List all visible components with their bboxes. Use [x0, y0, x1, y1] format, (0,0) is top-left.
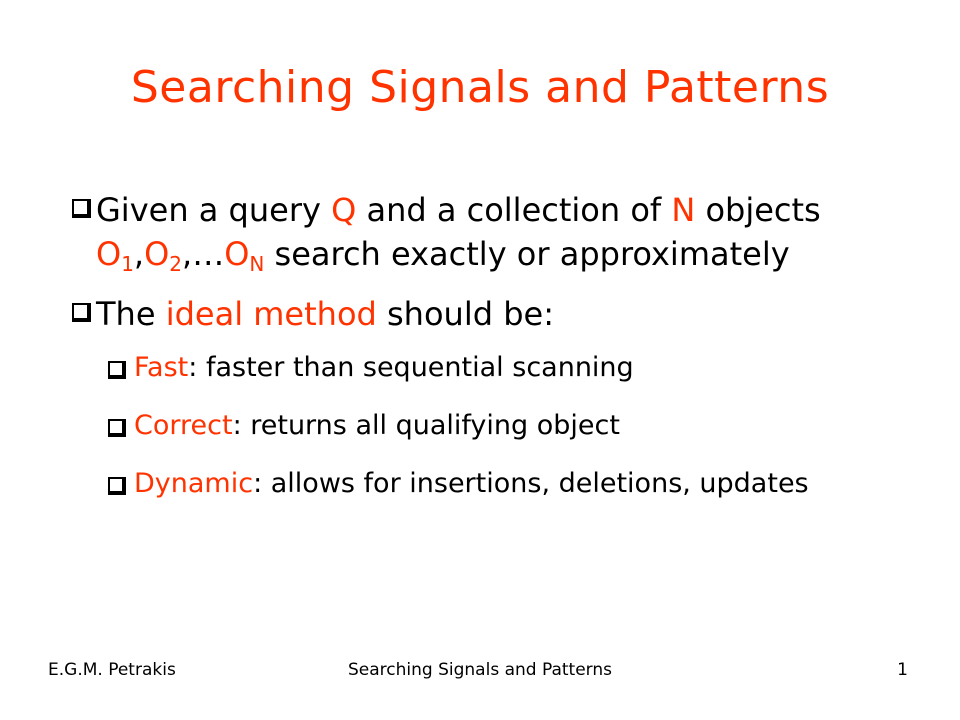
- sub-bullet-list: [108, 350, 912, 502]
- comma: ,: [133, 235, 145, 273]
- checkbox-bullet-icon: [108, 477, 126, 495]
- description: : faster than sequential scanning: [188, 352, 634, 383]
- object-symbol-n: O: [224, 235, 250, 273]
- checkbox-bullet-icon: [72, 303, 91, 322]
- bullet-query: [72, 188, 912, 276]
- term: Dynamic: [134, 468, 254, 499]
- text: objects: [695, 191, 821, 229]
- bullet-ideal-method: [72, 292, 912, 336]
- sub-bullet-dynamic: [108, 466, 912, 502]
- query-symbol: Q: [331, 191, 357, 229]
- checkbox-bullet-icon: [72, 199, 91, 218]
- ideal-method-highlight: ideal method: [165, 295, 377, 333]
- page-number: 1: [897, 660, 908, 680]
- footer-author: E.G.M. Petrakis: [48, 660, 176, 680]
- description: : returns all qualifying object: [232, 410, 620, 441]
- checkbox-bullet-icon: [108, 361, 126, 379]
- text: should be:: [376, 295, 554, 333]
- n-symbol: N: [671, 191, 696, 229]
- checkbox-bullet-icon: [108, 419, 126, 437]
- footer-title: Searching Signals and Patterns: [348, 660, 612, 680]
- text: search exactly or approximately: [264, 235, 790, 273]
- text: Given a query: [96, 191, 332, 229]
- description: : allows for insertions, deletions, updates: [253, 468, 809, 499]
- subscript-1: 1: [121, 252, 134, 276]
- ellipsis: ,…: [182, 235, 225, 273]
- object-symbol-2: O: [144, 235, 170, 273]
- sub-bullet-correct: [108, 408, 912, 444]
- sub-bullet-fast: [108, 350, 912, 386]
- term: Fast: [134, 352, 189, 383]
- subscript-n: N: [249, 252, 265, 276]
- text: The: [96, 295, 166, 333]
- term: Correct: [134, 410, 233, 441]
- subscript-2: 2: [169, 252, 183, 276]
- slide-title: Searching Signals and Patterns: [130, 62, 830, 113]
- object-symbol-1: O: [96, 235, 122, 273]
- text: and a collection of: [356, 191, 672, 229]
- bullet-list: [72, 188, 912, 502]
